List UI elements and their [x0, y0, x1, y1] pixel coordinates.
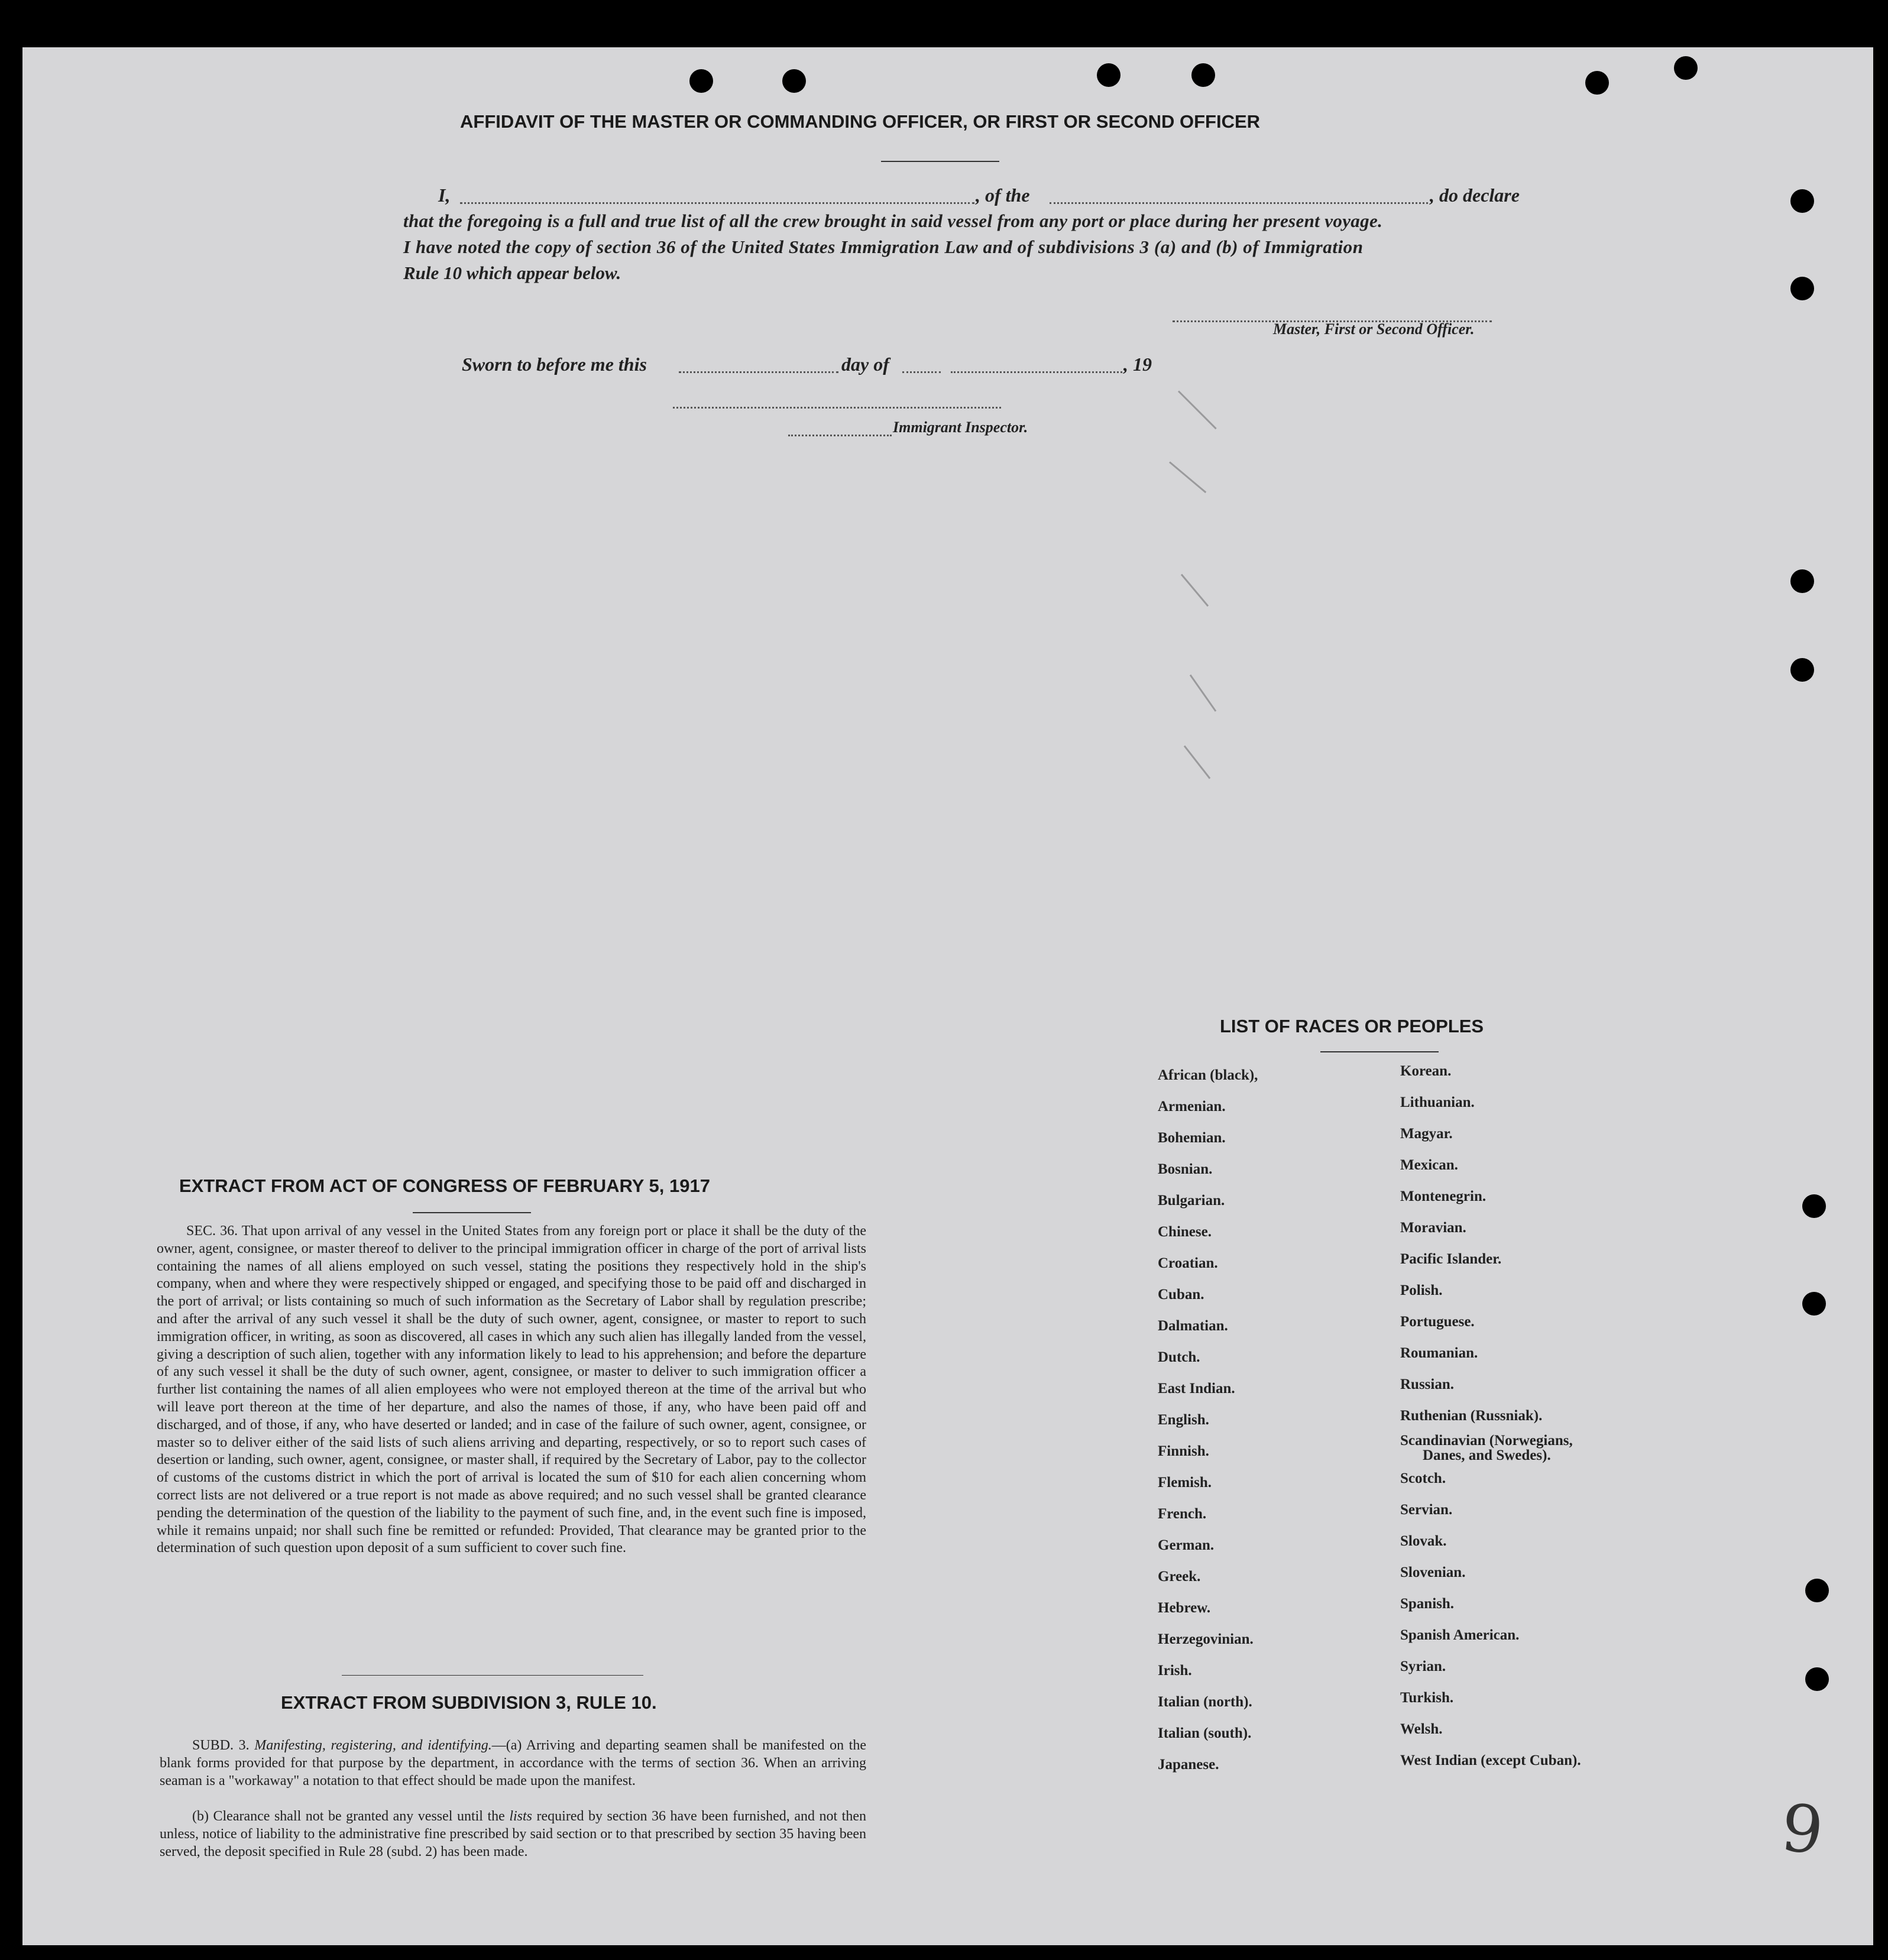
subdivision-b-text — [160, 1808, 866, 1861]
race-item: Portuguese. — [1400, 1314, 1475, 1330]
race-item: Moravian. — [1400, 1220, 1466, 1236]
race-item: Chinese. — [1158, 1224, 1212, 1240]
name-blank[interactable] — [460, 202, 974, 204]
race-item: Greek. — [1158, 1569, 1201, 1585]
title-underline — [881, 161, 999, 162]
bleed-through-mark — [1178, 390, 1217, 429]
punch-hole — [1790, 277, 1814, 300]
punch-hole — [1097, 63, 1121, 87]
race-item: Turkish. — [1400, 1690, 1454, 1706]
subd-label: SUBD. 3. — [192, 1738, 250, 1753]
race-item: German. — [1158, 1537, 1215, 1553]
handwritten-page-number: 9 — [1777, 1789, 1827, 1870]
bleed-through-mark — [1169, 461, 1206, 493]
races-title: LIST OF RACES OR PEOPLES — [1220, 1016, 1484, 1036]
sworn-month-blank[interactable] — [902, 371, 941, 373]
race-item: French. — [1158, 1506, 1207, 1522]
section-36-text: SEC. 36. That upon arrival of any vessel in the United States from any foreign port or place it shall be the duty of the owner, agent, consignee, or master thereof to deliver to the principal immigration officer in charge of the port of arrival lists containing the names of all aliens employed on such vessel, stating the positions they respectively hold in the ship's company, when and where they were respectively shipped or engaged, and specifying those to be paid off and discharged in the port of arrival; or lists containing so much of such information as the Secretary of Labor shall by regulation prescribe; and after the arrival of any such vessel it shall be the duty of such owner, agent, consignee, or master to report to such immigration officer, in writing, as soon as discovered, all cases in which any such alien has illegally landed from the vessel, giving a description of such alien, together with any information likely to lead to his apprehension; and before the departure of any such vessel it shall be the duty of such owner, agent, consignee, or master to deliver to such immigration officer a further list containing the names of all alien employees who were not employed thereon at the time of the arrival but who will leave port thereon at the time of her departure, and also the names of those, if any, who have been paid off and discharged, and of those, if any, who have deserted or landed; and in case of the failure of such owner, agent, consignee, or master so to deliver either of the said lists of such aliens arriving and departing, respectively, or so to report such cases of desertion or landing, such owner, agent, consignee, or master shall, if required by the Secretary of Labor, pay to the collector of customs of the customs district in which the port of arrival is located the sum of $10 for each alien concerning whom correct lists are not delivered or a true report is not made as above required; and no such vessel shall be granted clearance pending the determination of the question of the liability to the payment of such fine, and, in the event such fine is imposed, while it remains unpaid; nor shall such fine be remitted or refunded: Provided, That clearance may be granted prior to the determination of such question upon deposit of a sum sufficient to cover such fine. — [157, 1223, 866, 1556]
race-item: Ruthenian (Russniak). — [1400, 1408, 1543, 1424]
race-item: Polish. — [1400, 1282, 1443, 1298]
race-item: Dalmatian. — [1158, 1318, 1228, 1334]
subd-a-body: —(a) Arriving and departing seamen shall be manifested on the blank forms provided for that purpose by the department, in accordance with the terms of section 36. When an arriving seaman is a "workaway" a notation to that effect should be made upon the manifest. — [160, 1738, 866, 1789]
race-item: Cuban. — [1158, 1287, 1204, 1303]
punch-hole — [1585, 71, 1609, 95]
inspector-blank-short[interactable] — [788, 435, 892, 436]
sworn-label: Sworn to before me this — [462, 354, 647, 375]
declaration-line-3: Rule 10 which appear below. — [403, 263, 621, 283]
race-item: Hebrew. — [1158, 1600, 1211, 1616]
race-item: African (black), — [1158, 1067, 1258, 1083]
do-declare-label: , do declare — [1430, 184, 1520, 206]
rule-extract-title: EXTRACT FROM SUBDIVISION 3, RULE 10. — [281, 1692, 657, 1713]
race-item: Bulgarian. — [1158, 1193, 1225, 1209]
punch-hole — [1802, 1194, 1826, 1218]
punch-hole — [1790, 658, 1814, 682]
race-item: Scandinavian (Norwegians, — [1400, 1433, 1573, 1449]
race-item: Welsh. — [1400, 1721, 1443, 1737]
declaration-line-1: that the foregoing is a full and true list of all the crew brought in said vessel from any port or place during her present voyage. — [403, 210, 1383, 231]
inspector-caption: Immigrant Inspector. — [893, 419, 1028, 436]
punch-hole — [1805, 1667, 1829, 1691]
vessel-blank[interactable] — [1050, 202, 1428, 204]
race-item: Scotch. — [1400, 1470, 1446, 1486]
punch-hole — [1805, 1579, 1829, 1602]
bleed-through-mark — [1190, 675, 1216, 712]
race-item: Roumanian. — [1400, 1345, 1478, 1361]
section-divider — [342, 1675, 643, 1676]
race-item-continuation: Danes, and Swedes). — [1423, 1447, 1551, 1463]
race-item: Mexican. — [1400, 1157, 1458, 1173]
race-item: Servian. — [1400, 1502, 1453, 1518]
act-extract-title: EXTRACT FROM ACT OF CONGRESS OF FEBRUARY 5, 1917 — [179, 1175, 710, 1196]
race-item: Armenian. — [1158, 1099, 1226, 1115]
race-item: Slovak. — [1400, 1533, 1447, 1549]
pronoun-i: I, — [438, 184, 451, 206]
race-item: Slovenian. — [1400, 1564, 1466, 1580]
race-item: Finnish. — [1158, 1443, 1209, 1459]
subd-b-lists: lists — [509, 1809, 532, 1824]
race-item: Montenegrin. — [1400, 1188, 1487, 1204]
document-sheet — [22, 47, 1873, 1945]
bleed-through-mark — [1184, 746, 1210, 779]
day-of-label: day of — [841, 354, 889, 375]
subd-b-body: required by section 36 have been furnished, and not then unless, notice of liability to the administrative fine prescribed by said section or to that prescribed by section 35 having been served, the deposit specified in Rule 28 (subd. 2) has been made. — [160, 1809, 866, 1859]
race-item: Italian (north). — [1158, 1694, 1252, 1710]
race-item: West Indian (except Cuban). — [1400, 1752, 1581, 1768]
race-item: Lithuanian. — [1400, 1094, 1475, 1110]
race-item: Dutch. — [1158, 1349, 1200, 1365]
race-item: Russian. — [1400, 1376, 1455, 1392]
punch-hole — [1191, 63, 1215, 87]
declaration-line-2: I have noted the copy of section 36 of the United States Immigration Law and of subdivisions 3 (a) and (b) of Immigration — [403, 237, 1364, 257]
sworn-day-blank[interactable] — [679, 371, 838, 373]
race-item: Spanish. — [1400, 1596, 1455, 1612]
race-item: Herzegovinian. — [1158, 1631, 1254, 1647]
race-item: Pacific Islander. — [1400, 1251, 1502, 1267]
act-title-underline — [413, 1212, 531, 1213]
affidavit-title: AFFIDAVIT OF THE MASTER OR COMMANDING OFFICER, OR FIRST OR SECOND OFFICER — [460, 111, 1261, 132]
signature-caption: Master, First or Second Officer. — [1273, 320, 1475, 338]
bleed-through-mark — [1181, 574, 1209, 607]
race-item: Korean. — [1400, 1063, 1452, 1079]
race-item: Japanese. — [1158, 1757, 1219, 1773]
race-item: Spanish American. — [1400, 1627, 1520, 1643]
race-item: Bohemian. — [1158, 1130, 1226, 1146]
race-item: Bosnian. — [1158, 1161, 1213, 1177]
affidavit-declaration-line — [438, 184, 450, 206]
race-item: Croatian. — [1158, 1255, 1218, 1271]
subd-b-lead: (b) Clearance shall not be granted any vessel until the — [192, 1809, 510, 1824]
of-the-label: , of the — [976, 184, 1030, 206]
race-item: Flemish. — [1158, 1475, 1212, 1491]
punch-hole — [1802, 1292, 1826, 1316]
race-item: Syrian. — [1400, 1658, 1446, 1674]
subd-heading: Manifesting, registering, and identifying. — [254, 1738, 492, 1753]
punch-hole — [1790, 189, 1814, 213]
race-item: Irish. — [1158, 1663, 1192, 1679]
punch-hole — [1674, 56, 1698, 80]
race-item: Italian (south). — [1158, 1725, 1252, 1741]
race-item: East Indian. — [1158, 1381, 1235, 1397]
races-title-underline — [1320, 1051, 1439, 1052]
race-item: English. — [1158, 1412, 1209, 1428]
punch-hole — [1790, 569, 1814, 593]
subdivision-a-text — [160, 1737, 866, 1790]
inspector-signature-blank[interactable] — [673, 407, 1001, 409]
sworn-month-blank-2[interactable] — [951, 371, 1122, 373]
punch-hole — [782, 69, 806, 93]
punch-hole — [689, 69, 713, 93]
race-item: Magyar. — [1400, 1126, 1453, 1142]
year-prefix: , 19 — [1123, 354, 1152, 375]
